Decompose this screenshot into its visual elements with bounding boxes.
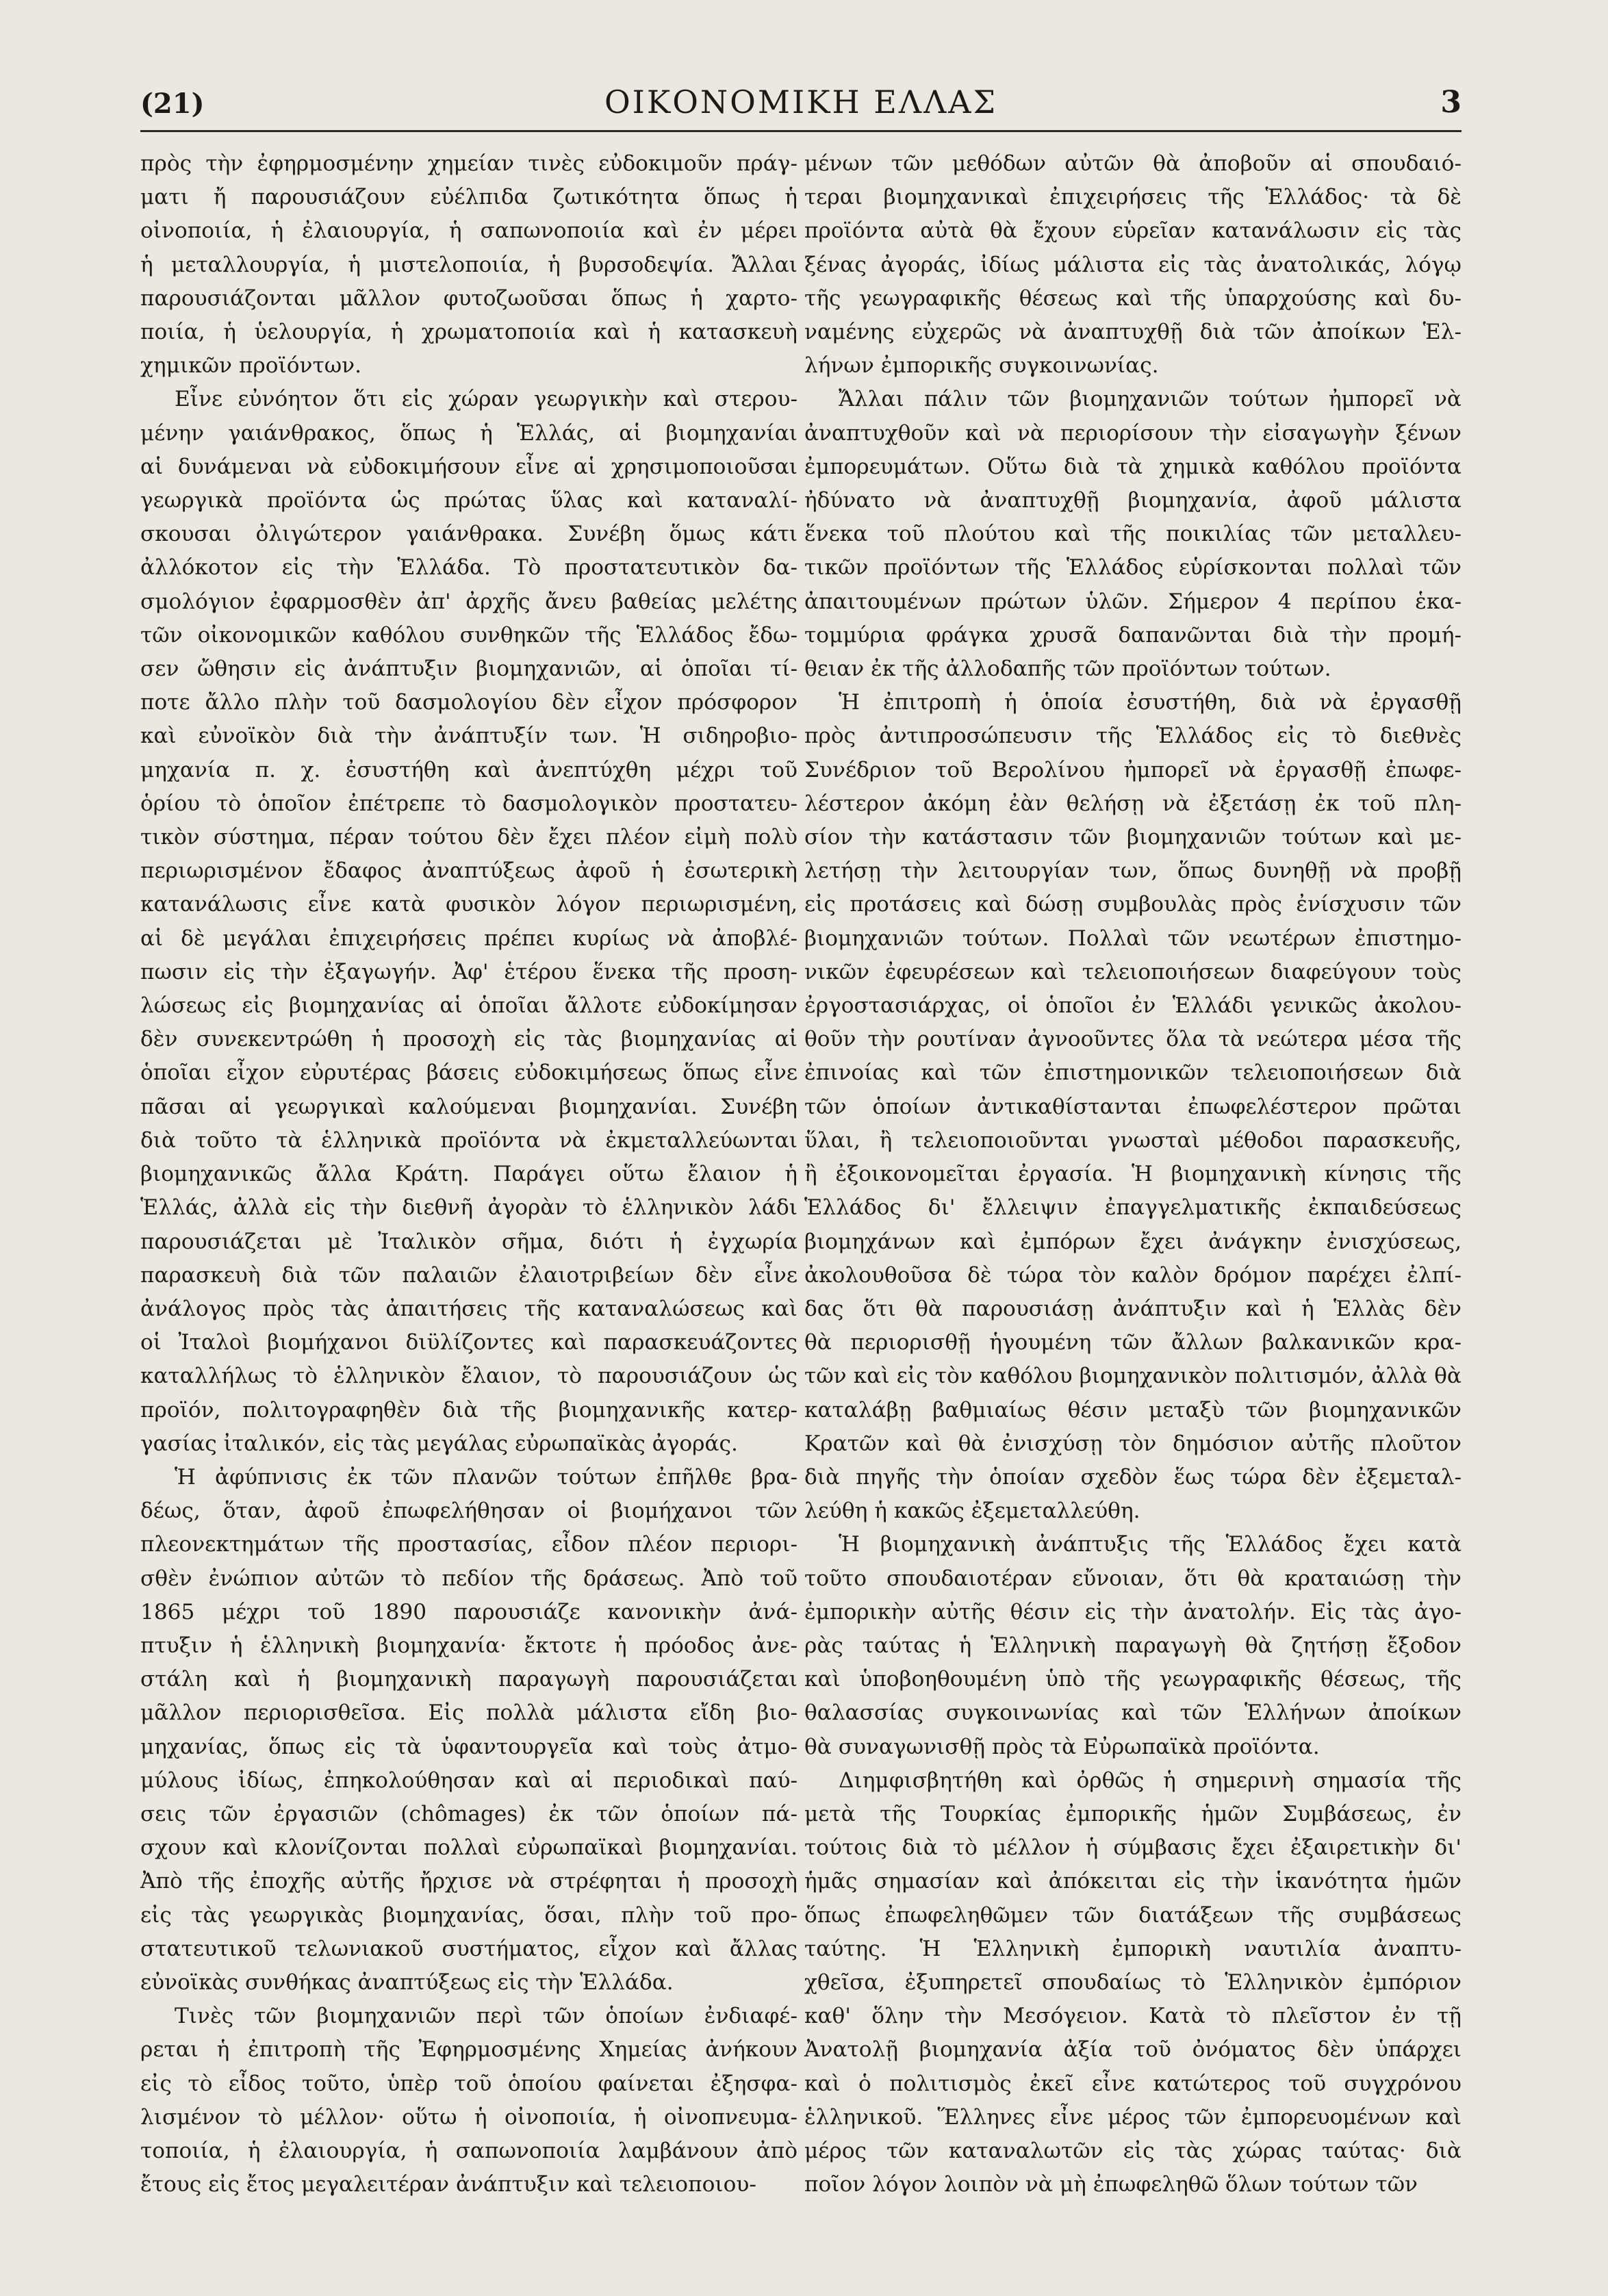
text-line: Κρατῶν καὶ θὰ ἐνισχύσῃ τὸν δημόσιον αὐτῆς πλοῦτον	[804, 1431, 1462, 1456]
text-line: καταλάβῃ βαθμιαίως θέσιν μεταξὺ τῶν βιομηχανικῶν	[804, 1397, 1462, 1423]
text-line: σεις τῶν ἐργασιῶν (chômages) ἐκ τῶν ὁποίων πά-	[140, 1801, 797, 1826]
text-line: τικῶν προϊόντων τῆς Ἑλλάδος εὑρίσκονται πολλαὶ τῶν	[804, 555, 1462, 581]
text-line: χημικῶν προϊόντων.	[140, 353, 362, 379]
text-line: Ἑλλάδος δι' ἔλλειψιν ἐπαγγελματικῆς ἐκπαιδεύσεως	[804, 1195, 1462, 1221]
text-line: ἐμπορευμάτων. Οὕτω διὰ τὰ χημικὰ καθόλου προϊόντα	[804, 454, 1462, 479]
text-line: τικὸν σύστημα, πέραν τούτου δὲν ἔχει πλέον εἰμὴ πολὺ	[140, 825, 797, 850]
paragraph	[140, 2000, 797, 2202]
text-line: αἱ δυνάμεναι νὰ εὐδοκιμήσουν εἶνε αἱ χρησιμοποιοῦσαι	[140, 454, 797, 479]
text-line: τῶν οἰκονομικῶν καθόλου συνθηκῶν τῆς Ἑλλάδος ἔδω-	[140, 622, 797, 648]
text-line: ἠδύνατο νὰ ἀναπτυχθῇ βιομηχανία, ἀφοῦ μάλιστα	[804, 488, 1462, 513]
text-line: Ἡ βιομηχανικὴ ἀνάπτυξις τῆς Ἑλλάδος ἔχει κατὰ	[839, 1532, 1462, 1557]
text-line: θοῦν τὴν ρουτίναν ἀγνοοῦντες ὅλα τὰ νεώτερα μέσα τῆς	[804, 1027, 1462, 1052]
text-line: παρασκευὴ διὰ τῶν παλαιῶν ἐλαιοτριβείων δὲν εἶνε	[140, 1262, 797, 1288]
text-line: προϊόντα αὐτὰ θὰ ἔχουν εὑρεῖαν κατανάλωσιν εἰς τὰς	[804, 218, 1462, 244]
text-line: μένων τῶν μεθόδων αὐτῶν θὰ ἀποβοῦν αἱ σπουδαιό-	[804, 151, 1462, 176]
right-column	[804, 147, 1462, 2202]
text-line: ὁποῖαι εἶχον εὐρυτέρας βάσεις εὐδοκιμήσεως ὅπως εἶνε	[140, 1060, 797, 1086]
text-line: περιωρισμένον ἔδαφος ἀναπτύξεως ἀφοῦ ἡ ἐσωτερικὴ	[140, 858, 797, 884]
page-number-left: (21)	[140, 88, 205, 120]
header-rule	[140, 130, 1462, 132]
text-line: ἀκολουθοῦσα δὲ τώρα τὸν καλὸν δρόμον παρέχει ἐλπί-	[804, 1262, 1462, 1288]
text-line: σθὲν ἐνώπιον αὐτῶν τὸ πεδίον τῆς δράσεως. Ἀπὸ τοῦ	[140, 1566, 797, 1591]
text-line: ἀπαιτουμένων πρώτων ὑλῶν. Σήμερον 4 περίπου ἑκα-	[804, 589, 1462, 614]
text-line: διὰ πηγῆς τὴν ὁποίαν σχεδὸν ἕως τώρα δὲν ἐξεμεταλ-	[804, 1464, 1462, 1490]
text-line: Ἡ ἐπιτροπὴ ἡ ὁποία ἐσυστήθη, διὰ νὰ ἐργασθῇ	[839, 690, 1462, 715]
text-line: μηχανίας, ὅπως εἰς τὰ ὑφαντουργεῖα καὶ τοὺς ἀτμο-	[140, 1734, 797, 1759]
page-number-right: 3	[1440, 85, 1462, 120]
text-line: Ἑλλάς, ἀλλὰ εἰς τὴν διεθνῆ ἀγορὰν τὸ ἑλληνικὸν λάδι	[140, 1195, 797, 1221]
text-line: ματι ἤ παρουσιάζουν εὐέλπιδα ζωτικότητα ὅπως ἡ	[140, 185, 797, 210]
text-line: γεωργικὰ προϊόντα ὡς πρώτας ὕλας καὶ καταναλί-	[140, 488, 797, 513]
text-line: στατευτικοῦ τελωνιακοῦ συστήματος, εἶχον καὶ ἄλλας	[140, 1936, 797, 1961]
text-line: ὁρίου τὸ ὁποῖον ἐπέτρεπε τὸ δασμολογικὸν προστατευ-	[140, 791, 797, 816]
text-line: μένην γαιάνθρακος, ὅπως ἡ Ἑλλάς, αἱ βιομηχανίαι	[140, 420, 797, 446]
paragraph	[140, 383, 797, 1461]
text-line: βιομηχανικῶς ἄλλα Κράτη. Παράγει οὕτω ἔλαιον ἡ	[140, 1162, 797, 1187]
text-line: τομμύρια φράγκα χρυσᾶ δαπανῶνται διὰ τὴν προμή-	[804, 622, 1462, 648]
text-line: παρουσιάζονται μᾶλλον φυτοζωοῦσαι ὅπως ἡ χαρτο-	[140, 285, 797, 311]
text-line: μᾶλλον περιορισθεῖσα. Εἰς πολλὰ μάλιστα εἴδη βιο-	[140, 1700, 797, 1726]
text-line: σεν ὤθησιν εἰς ἀνάπτυξιν βιομηχανιῶν, αἱ ὁποῖαι τί-	[140, 656, 797, 682]
text-line: ἀλλόκοτον εἰς τὴν Ἑλλάδα. Τὸ προστατευτικὸν δα-	[140, 555, 797, 581]
text-line: ταύτης. Ἡ Ἑλληνικὴ ἐμπορικὴ ναυτιλία ἀναπτυ-	[804, 1936, 1462, 1961]
text-line: βιομηχανιῶν τούτων. Πολλαὶ τῶν νεωτέρων ἐπιστημο-	[804, 926, 1462, 951]
text-line: πᾶσαι αἱ γεωργικαὶ καλούμεναι βιομηχανίαι. Συνέβη	[140, 1094, 797, 1119]
paragraph	[140, 147, 797, 383]
text-line: οἰνοποιία, ἡ ἐλαιουργία, ἡ σαπωνοποιία καὶ ἐν μέρει	[140, 218, 797, 244]
text-line: σκουσαι ὀλιγώτερον γαιάνθρακα. Συνέβη ὅμως κάτι	[140, 522, 797, 547]
paragraph	[804, 383, 1462, 686]
text-line: 1865 μέχρι τοῦ 1890 παρουσιάζε κανονικὴν ἀνά-	[140, 1599, 797, 1624]
text-line: τούτοις διὰ τὸ μέλλον ἡ σύμβασις ἔχει ἐξαιρετικὴν δι'	[804, 1835, 1462, 1861]
text-line: νικῶν ἐφευρέσεων καὶ τελειοποιήσεων διαφεύγουν τοὺς	[804, 959, 1462, 984]
text-line: Ἄλλαι πάλιν τῶν βιομηχανιῶν τούτων ἠμπορεῖ νὰ	[839, 387, 1462, 412]
text-line: εἰς προτάσεις καὶ δώσῃ συμβουλὰς πρὸς ἐνίσχυσιν τῶν	[804, 892, 1462, 917]
text-line: σίον τὴν κατάστασιν τῶν βιομηχανιῶν τούτων καὶ με-	[804, 825, 1462, 850]
paragraph	[804, 1764, 1462, 2202]
text-line: λισμένον τὸ μέλλον· οὕτω ἡ οἰνοποιία, ἡ οἰνοπνευμα-	[140, 2104, 797, 2130]
text-line: κατανάλωσις εἶνε κατὰ φυσικὸν λόγον περιωρισμένη,	[140, 892, 797, 917]
text-line: Εἶνε εὐνόητον ὅτι εἰς χώραν γεωργικὴν καὶ στερου-	[175, 387, 797, 412]
text-line: πωσιν εἰς τὴν ἐξαγωγήν. Ἀφ' ἑτέρου ἕνεκα τῆς προση-	[140, 959, 797, 984]
text-line: Συνέδριον τοῦ Βερολίνου ἠμπορεῖ νὰ ἐργασθῇ ἐπωφε-	[804, 757, 1462, 782]
left-column	[140, 147, 797, 2202]
text-line: ἐργοστασιάρχας, οἱ ὁποῖοι ἐν Ἑλλάδι γενικῶς ἀκολου-	[804, 993, 1462, 1019]
paragraph	[140, 1461, 797, 2000]
text-line: Ἡ ἀφύπνισις ἐκ τῶν πλανῶν τούτων ἐπῆλθε βρα-	[175, 1464, 797, 1490]
text-line: δὲν συνεκεντρώθη ἡ προσοχὴ εἰς τὰς βιομηχανίας αἱ	[140, 1027, 797, 1052]
text-line: εἰς τὸ εἶδος τοῦτο, ὑπὲρ τοῦ ὁποίου φαίνεται ἐξησφα-	[140, 2071, 797, 2096]
text-line: αἱ δὲ μεγάλαι ἐπιχειρήσεις πρέπει κυρίως νὰ ἀποβλέ-	[140, 926, 797, 951]
text-line: σμολόγιον ἐφαρμοσθὲν ἀπ' ἀρχῆς ἄνευ βαθείας μελέτης	[140, 589, 797, 614]
text-line: γασίας ἰταλικόν, εἰς τὰς μεγάλας εὐρωπαϊκὰς ἀγοράς.	[140, 1431, 738, 1456]
text-line: θὰ περιορισθῇ ἡγουμένη τῶν ἄλλων βαλκανικῶν κρα-	[804, 1330, 1462, 1355]
text-line: ἕνεκα τοῦ πλούτου καὶ τῆς ποικιλίας τῶν μεταλλευ-	[804, 522, 1462, 547]
text-line: τῶν ὁποίων ἀντικαθίστανται ἐπωφελέστερον πρῶται	[804, 1094, 1462, 1119]
text-line: ὕλαι, ἢ τελειοποιοῦνται γνωσταὶ μέθοδοι παρασκευῆς,	[804, 1127, 1462, 1153]
text-line: πρὸς ἀντιπροσώπευσιν τῆς Ἑλλάδος εἰς τὸ διεθνὲς	[804, 724, 1462, 749]
text-line: μετὰ τῆς Τουρκίας ἐμπορικῆς ἡμῶν Συμβάσεως, ἐν	[804, 1801, 1462, 1826]
text-line: καταλλήλως τὸ ἑλληνικὸν ἔλαιον, τὸ παρουσιάζουν ὡς	[140, 1364, 797, 1389]
text-line: μέρος τῶν καταναλωτῶν εἰς τὰς χώρας ταύτας· διὰ	[804, 2138, 1462, 2163]
text-line: Ἀνατολῇ βιομηχανία ἀξία τοῦ ὀνόματος δὲν ὑπάρχει	[804, 2037, 1462, 2063]
text-line: Ἀπὸ τῆς ἐποχῆς αὐτῆς ἤρχισε νὰ στρέφηται ἡ προσοχὴ	[140, 1869, 797, 1894]
text-line: μηχανία π. χ. ἐσυστήθη καὶ ἀνεπτύχθη μέχρι τοῦ	[140, 757, 797, 782]
text-line: ποτε ἄλλο πλὴν τοῦ δασμολογίου δὲν εἶχον πρόσφορον	[140, 690, 797, 715]
text-line: παρουσιάζεται μὲ Ἰταλικὸν σῆμα, διότι ἡ ἐγχωρία	[140, 1229, 797, 1254]
text-line: λεύθη ἡ κακῶς ἐξεμεταλλεύθη.	[804, 1498, 1140, 1524]
text-line: διὰ τοῦτο τὰ ἑλληνικὰ προϊόντα νὰ ἐκμεταλλεύωνται	[140, 1127, 797, 1153]
text-line: οἱ Ἰταλοὶ βιομήχανοι διϋλίζοντες καὶ παρασκευάζοντες	[140, 1330, 797, 1355]
text-line: καθ' ὅλην τὴν Μεσόγειον. Κατὰ τὸ πλεῖστον ἐν τῇ	[804, 2004, 1462, 2029]
text-line: εὐνοϊκὰς συνθήκας ἀναπτύξεως εἰς τὴν Ἑλλάδα.	[140, 1969, 674, 1995]
text-line: ἔτους εἰς ἔτος μεγαλειτέραν ἀνάπτυξιν καὶ τελειοποιου-	[140, 2172, 756, 2197]
text-line: καὶ εὐνοϊκὸν διὰ τὴν ἀνάπτυξίν των. Ἡ σιδηροβιο-	[140, 724, 797, 749]
text-line: ἢ ἐξοικονομεῖται ἐργασία. Ἡ βιομηχανικὴ κίνησις τῆς	[804, 1162, 1462, 1187]
text-line: δέως, ὅταν, ἀφοῦ ἐπωφελήθησαν οἱ βιομήχανοι τῶν	[140, 1498, 797, 1524]
text-line: ὅπως ἐπωφεληθῶμεν τῶν διατάξεων τῆς συμβάσεως	[804, 1902, 1462, 1928]
text-line: Διημφισβητήθη καὶ ὀρθῶς ἡ σημερινὴ σημασία τῆς	[839, 1768, 1462, 1793]
text-line: Τινὲς τῶν βιομηχανιῶν περὶ τῶν ὁποίων ἐνδιαφέ-	[175, 2004, 797, 2029]
text-line: ναμένης εὐχερῶς νὰ ἀναπτυχθῇ διὰ τῶν ἀποίκων Ἑλ-	[804, 320, 1462, 345]
text-line: δας ὅτι θὰ παρουσιάσῃ ἀνάπτυξιν καὶ ἡ Ἑλλὰς δὲν	[804, 1296, 1462, 1321]
text-line: ἡμᾶς σημασίαν καὶ ἀπόκειται εἰς τὴν ἱκανότητα ἡμῶν	[804, 1869, 1462, 1894]
text-line: εἰς τὰς γεωργικὰς βιομηχανίας, ὅσαι, πλὴν τοῦ προ-	[140, 1902, 797, 1928]
journal-title: ΟΙΚΟΝΟΜΙΚΗ ΕΛΛΑΣ	[604, 84, 998, 120]
text-line: στάλη καὶ ἡ βιομηχανικὴ παραγωγὴ παρουσιάζεται	[140, 1667, 797, 1692]
text-line: πλεονεκτημάτων τῆς προστασίας, εἶδον πλέον περιορι-	[140, 1532, 797, 1557]
text-line: ἐπινοίας καὶ τῶν ἐπιστημονικῶν τελειοποιήσεων διὰ	[804, 1060, 1462, 1086]
text-line: ποιία, ἡ ὑελουργία, ἡ χρωματοποιία καὶ ἡ κατασκευὴ	[140, 320, 797, 345]
text-line: ποῖον λόγον λοιπὸν νὰ μὴ ἐπωφεληθῶ ὅλων τούτων τῶν	[804, 2172, 1418, 2197]
text-line: καὶ ὁ πολιτισμὸς ἐκεῖ εἶνε κατώτερος τοῦ συγχρόνου	[804, 2071, 1462, 2096]
text-line: θὰ συναγωνισθῇ πρὸς τὰ Εὐρωπαϊκὰ προϊόντα.	[804, 1734, 1320, 1759]
text-line: τῶν καὶ εἰς τὸν καθόλου βιομηχανικὸν πολιτισμόν, ἀλλὰ θὰ	[804, 1364, 1462, 1389]
text-line: θαλασσίας συγκοινωνίας καὶ τῶν Ἑλλήνων ἀποίκων	[804, 1700, 1462, 1726]
text-line: ρεται ἡ ἐπιτροπὴ τῆς Ἐφηρμοσμένης Χημείας ἀνήκουν	[140, 2037, 797, 2063]
text-line: τῆς γεωγραφικῆς θέσεως καὶ τῆς ὑπαρχούσης καὶ δυ-	[804, 285, 1462, 311]
text-line: θειαν ἐκ τῆς ἀλλοδαπῆς τῶν προϊόντων τούτων.	[804, 656, 1331, 682]
paragraph	[804, 147, 1462, 383]
text-line: ξένας ἀγοράς, ἰδίως μάλιστα εἰς τὰς ἀνατολικάς, λόγῳ	[804, 252, 1462, 277]
text-line: τεραι βιομηχανικαὶ ἐπιχειρήσεις τῆς Ἑλλάδος· τὰ δὲ	[804, 185, 1462, 210]
text-line: τοῦτο σπουδαιοτέραν εὔνοιαν, ὅτι θὰ κραταιώσῃ τὴν	[804, 1566, 1462, 1591]
text-line: προϊόν, πολιτογραφηθὲν διὰ τῆς βιομηχανικῆς κατερ-	[140, 1397, 797, 1423]
paragraph	[804, 1528, 1462, 1763]
text-line: πρὸς τὴν ἐφηρμοσμένην χημείαν τινὲς εὐδοκιμοῦν πράγ-	[140, 151, 797, 176]
text-line: καὶ ὑποβοηθουμένη ὑπὸ τῆς γεωγραφικῆς θέσεως, τῆς	[804, 1667, 1462, 1692]
text-line: ἐμπορικὴν αὐτῆς θέσιν εἰς τὴν ἀνατολήν. Εἰς τὰς ἀγο-	[804, 1599, 1462, 1624]
text-line: ἡ μεταλλουργία, ἡ μιστελοποιία, ἡ βυρσοδεψία. Ἄλλαι	[140, 252, 797, 277]
text-line: λώσεως εἰς βιομηχανίας αἱ ὁποῖαι ἄλλοτε εὐδοκίμησαν	[140, 993, 797, 1019]
text-line: πτυξιν ἡ ἑλληνικὴ βιομηχανία· ἔκτοτε ἡ πρόοδος ἀνε-	[140, 1633, 797, 1658]
text-line: λετήσῃ τὴν λειτουργίαν των, ὅπως δυνηθῇ νὰ προβῇ	[804, 858, 1462, 884]
text-line: σχουν καὶ κλονίζονται πολλαὶ εὐρωπαϊκαὶ βιομηχανίαι.	[140, 1835, 797, 1861]
text-line: βιομηχάνων καὶ ἐμπόρων ἔχει ἀνάγκην ἐνισχύσεως,	[804, 1229, 1462, 1254]
paragraph	[804, 686, 1462, 1528]
page-header	[140, 68, 1462, 130]
text-line: ἀναπτυχθοῦν καὶ νὰ περιορίσουν τὴν εἰσαγωγὴν ξένων	[804, 420, 1462, 446]
text-line: ἀνάλογος πρὸς τὰς ἀπαιτήσεις τῆς καταναλώσεως καὶ	[140, 1296, 797, 1321]
text-line: ἑλληνικοῦ. Ἕλληνες εἶνε μέρος τῶν ἐμπορευομένων καὶ	[804, 2104, 1462, 2130]
text-line: χθεῖσα, ἐξυπηρετεῖ σπουδαίως τὸ Ἑλληνικὸν ἐμπόριον	[804, 1969, 1462, 1995]
text-line: ρὰς ταύτας ἡ Ἑλληνικὴ παραγωγὴ θὰ ζητήσῃ ἔξοδον	[804, 1633, 1462, 1658]
text-line: τοποιία, ἡ ἐλαιουργία, ἡ σαπωνοποιία λαμβάνουν ἀπὸ	[140, 2138, 797, 2163]
text-line: λέστερον ἀκόμη ἐὰν θελήσῃ νὰ ἐξετάσῃ ἐκ τοῦ πλη-	[804, 791, 1462, 816]
text-line: μύλους ἰδίως, ἐπηκολούθησαν καὶ αἱ περιοδικαὶ παύ-	[140, 1768, 797, 1793]
text-line: λήνων ἐμπορικῆς συγκοινωνίας.	[804, 353, 1159, 379]
